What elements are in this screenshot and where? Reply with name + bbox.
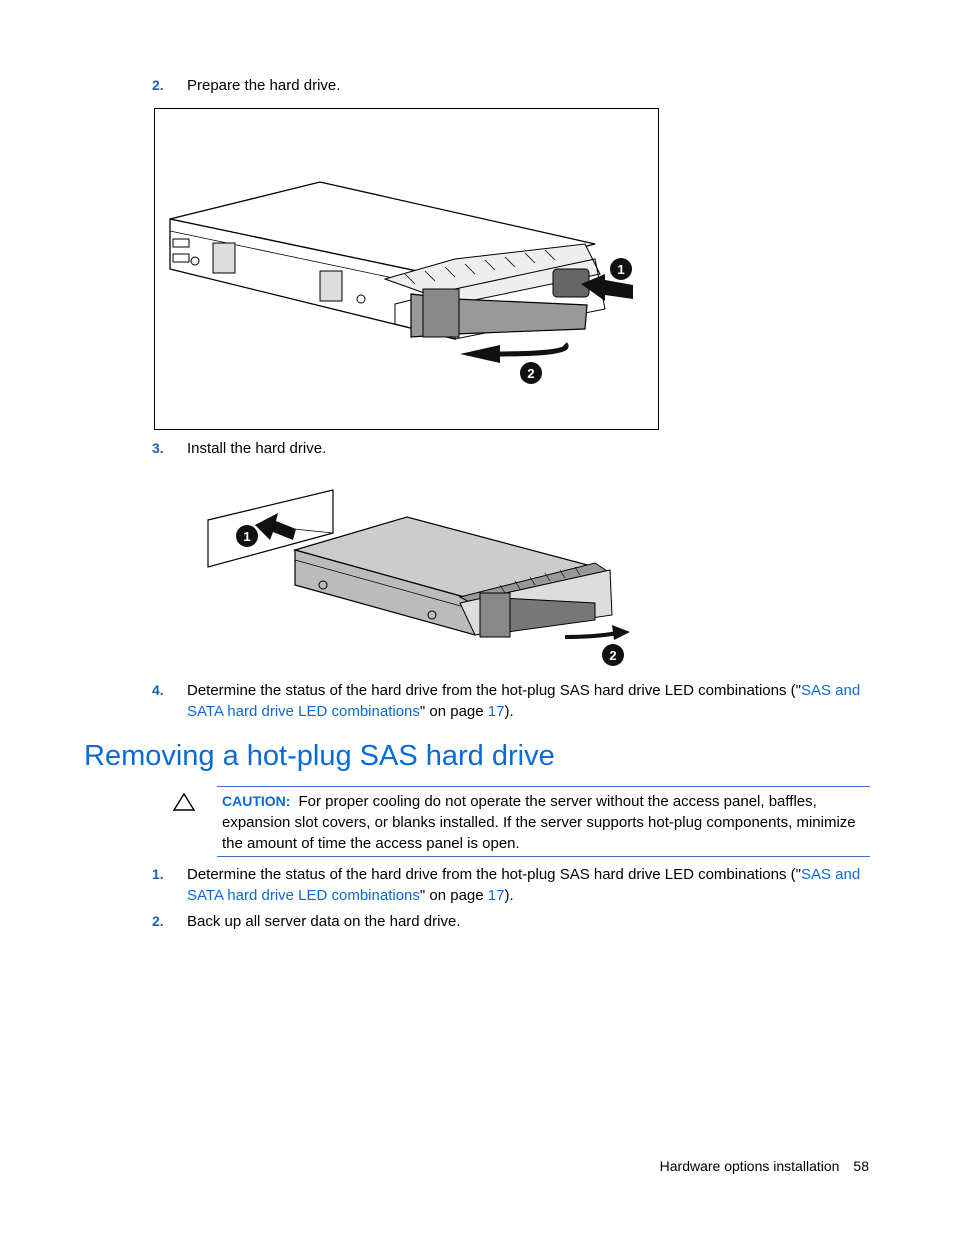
caution-label: CAUTION:: [222, 793, 291, 809]
step-text: Determine the status of the hard drive from the hot-plug SAS hard drive LED combinations ("SAS and SATA hard drive LED combinations" on page 17).: [187, 866, 861, 904]
svg-text:1: 1: [617, 262, 625, 277]
page-number: 58: [853, 1158, 869, 1174]
step-number: 4.: [152, 682, 164, 698]
step-text: Determine the status of the hard drive from the hot-plug SAS hard drive LED combinations ("SAS and SATA hard drive LED combinations" on page 17).: [187, 682, 861, 720]
figure-install-drive: [200, 485, 640, 670]
step-number: 2.: [152, 77, 164, 93]
page-footer: [660, 1158, 869, 1174]
step-text: Back up all server data on the hard drive.: [187, 913, 461, 930]
footer-section: Hardware options installation: [659, 1158, 840, 1174]
page-link[interactable]: 17: [487, 703, 505, 720]
section-heading: Removing a hot-plug SAS hard drive: [84, 740, 555, 772]
step-number: 2.: [152, 913, 164, 929]
led-combinations-link[interactable]: SAS and: [800, 866, 861, 883]
led-combinations-link[interactable]: SATA hard drive LED combinations: [187, 887, 420, 904]
led-combinations-link[interactable]: SATA hard drive LED combinations: [187, 703, 420, 720]
caution-text: CAUTION: For proper cooling do not operate the server without the access panel, baffles, expansion slot covers, or blanks installed. If the server supports hot-plug components, minimize the amount of time the access panel is open.: [222, 793, 856, 852]
figure-prepare-drive: [154, 108, 659, 430]
svg-text:2: 2: [527, 366, 535, 381]
caution-icon: [172, 792, 196, 816]
svg-text:1: 1: [243, 529, 251, 544]
page-link[interactable]: 17: [487, 887, 505, 904]
step-text: Install the hard drive.: [187, 440, 327, 457]
step-text: Prepare the hard drive.: [187, 77, 341, 94]
drive-illustration-install: [200, 485, 640, 670]
step-number: 3.: [152, 440, 164, 456]
svg-text:2: 2: [609, 648, 617, 663]
drive-illustration-prepare: [155, 109, 658, 429]
caution-box: [217, 786, 870, 857]
step-number: 1.: [152, 866, 164, 882]
led-combinations-link[interactable]: SAS and: [800, 682, 861, 699]
